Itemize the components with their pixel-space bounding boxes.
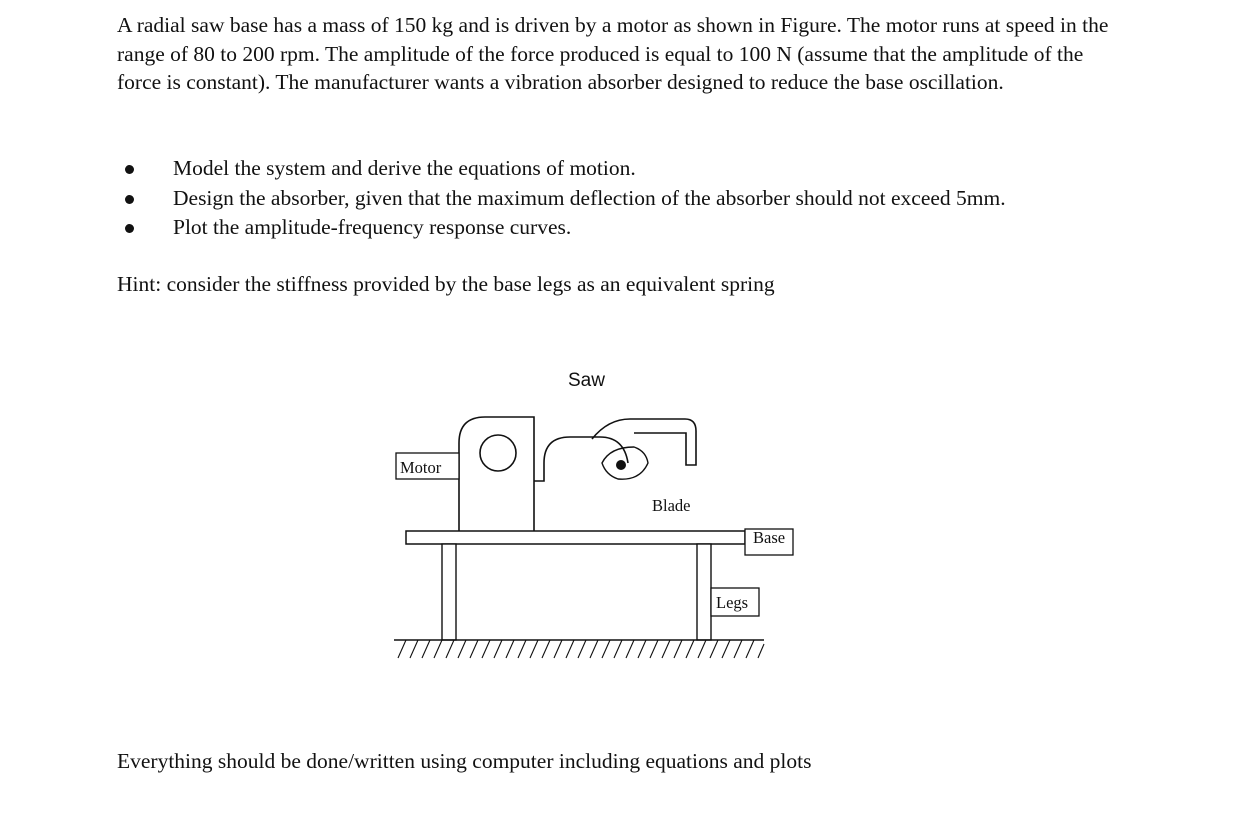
blade-hub: [616, 460, 626, 470]
bullet-icon: [125, 195, 134, 204]
saw-arm-head: [592, 419, 696, 465]
task-text: Plot the amplitude-frequency response curves.: [173, 215, 572, 239]
saw-label: Saw: [568, 370, 605, 391]
task-list-item: [117, 184, 1127, 214]
left-leg: [442, 544, 456, 640]
bullet-icon: [125, 224, 134, 233]
ground-hatching: [398, 640, 764, 658]
problem-statement: A radial saw base has a mass of 150 kg and is driven by a motor as shown in Figure. The motor runs at speed in the range of 80 to 200 rpm. The amplitude of the force produced is equal to 100 N (assume that the amplitude of the force is constant). The manufacturer wants a vibration absorber designed to reduce the base oscillation.: [117, 13, 1109, 94]
task-list-item: [117, 213, 1127, 243]
base-label: Base: [753, 528, 786, 547]
task-list: [117, 154, 1127, 243]
motor-housing: [459, 417, 534, 531]
motor-label: Motor: [400, 458, 442, 477]
task-text: Model the system and derive the equations of motion.: [173, 156, 636, 180]
radial-saw-figure: [380, 355, 810, 665]
task-text: Design the absorber, given that the maximum deflection of the absorber should not exceed 5mm.: [173, 185, 1006, 210]
saw-arm: [534, 437, 628, 481]
right-leg: [697, 544, 711, 640]
radial-saw-diagram: [380, 355, 810, 665]
bullet-icon: [125, 165, 134, 174]
hint-text: Hint: consider the stiffness provided by the base legs as an equivalent spring: [117, 272, 775, 296]
motor-pulley: [480, 435, 516, 471]
blade-label: Blade: [652, 496, 691, 515]
task-list-item: [117, 154, 1127, 184]
base-plate: [406, 531, 745, 544]
footer-note: Everything should be done/written using computer including equations and plots: [117, 749, 812, 773]
legs-label: Legs: [716, 593, 749, 612]
